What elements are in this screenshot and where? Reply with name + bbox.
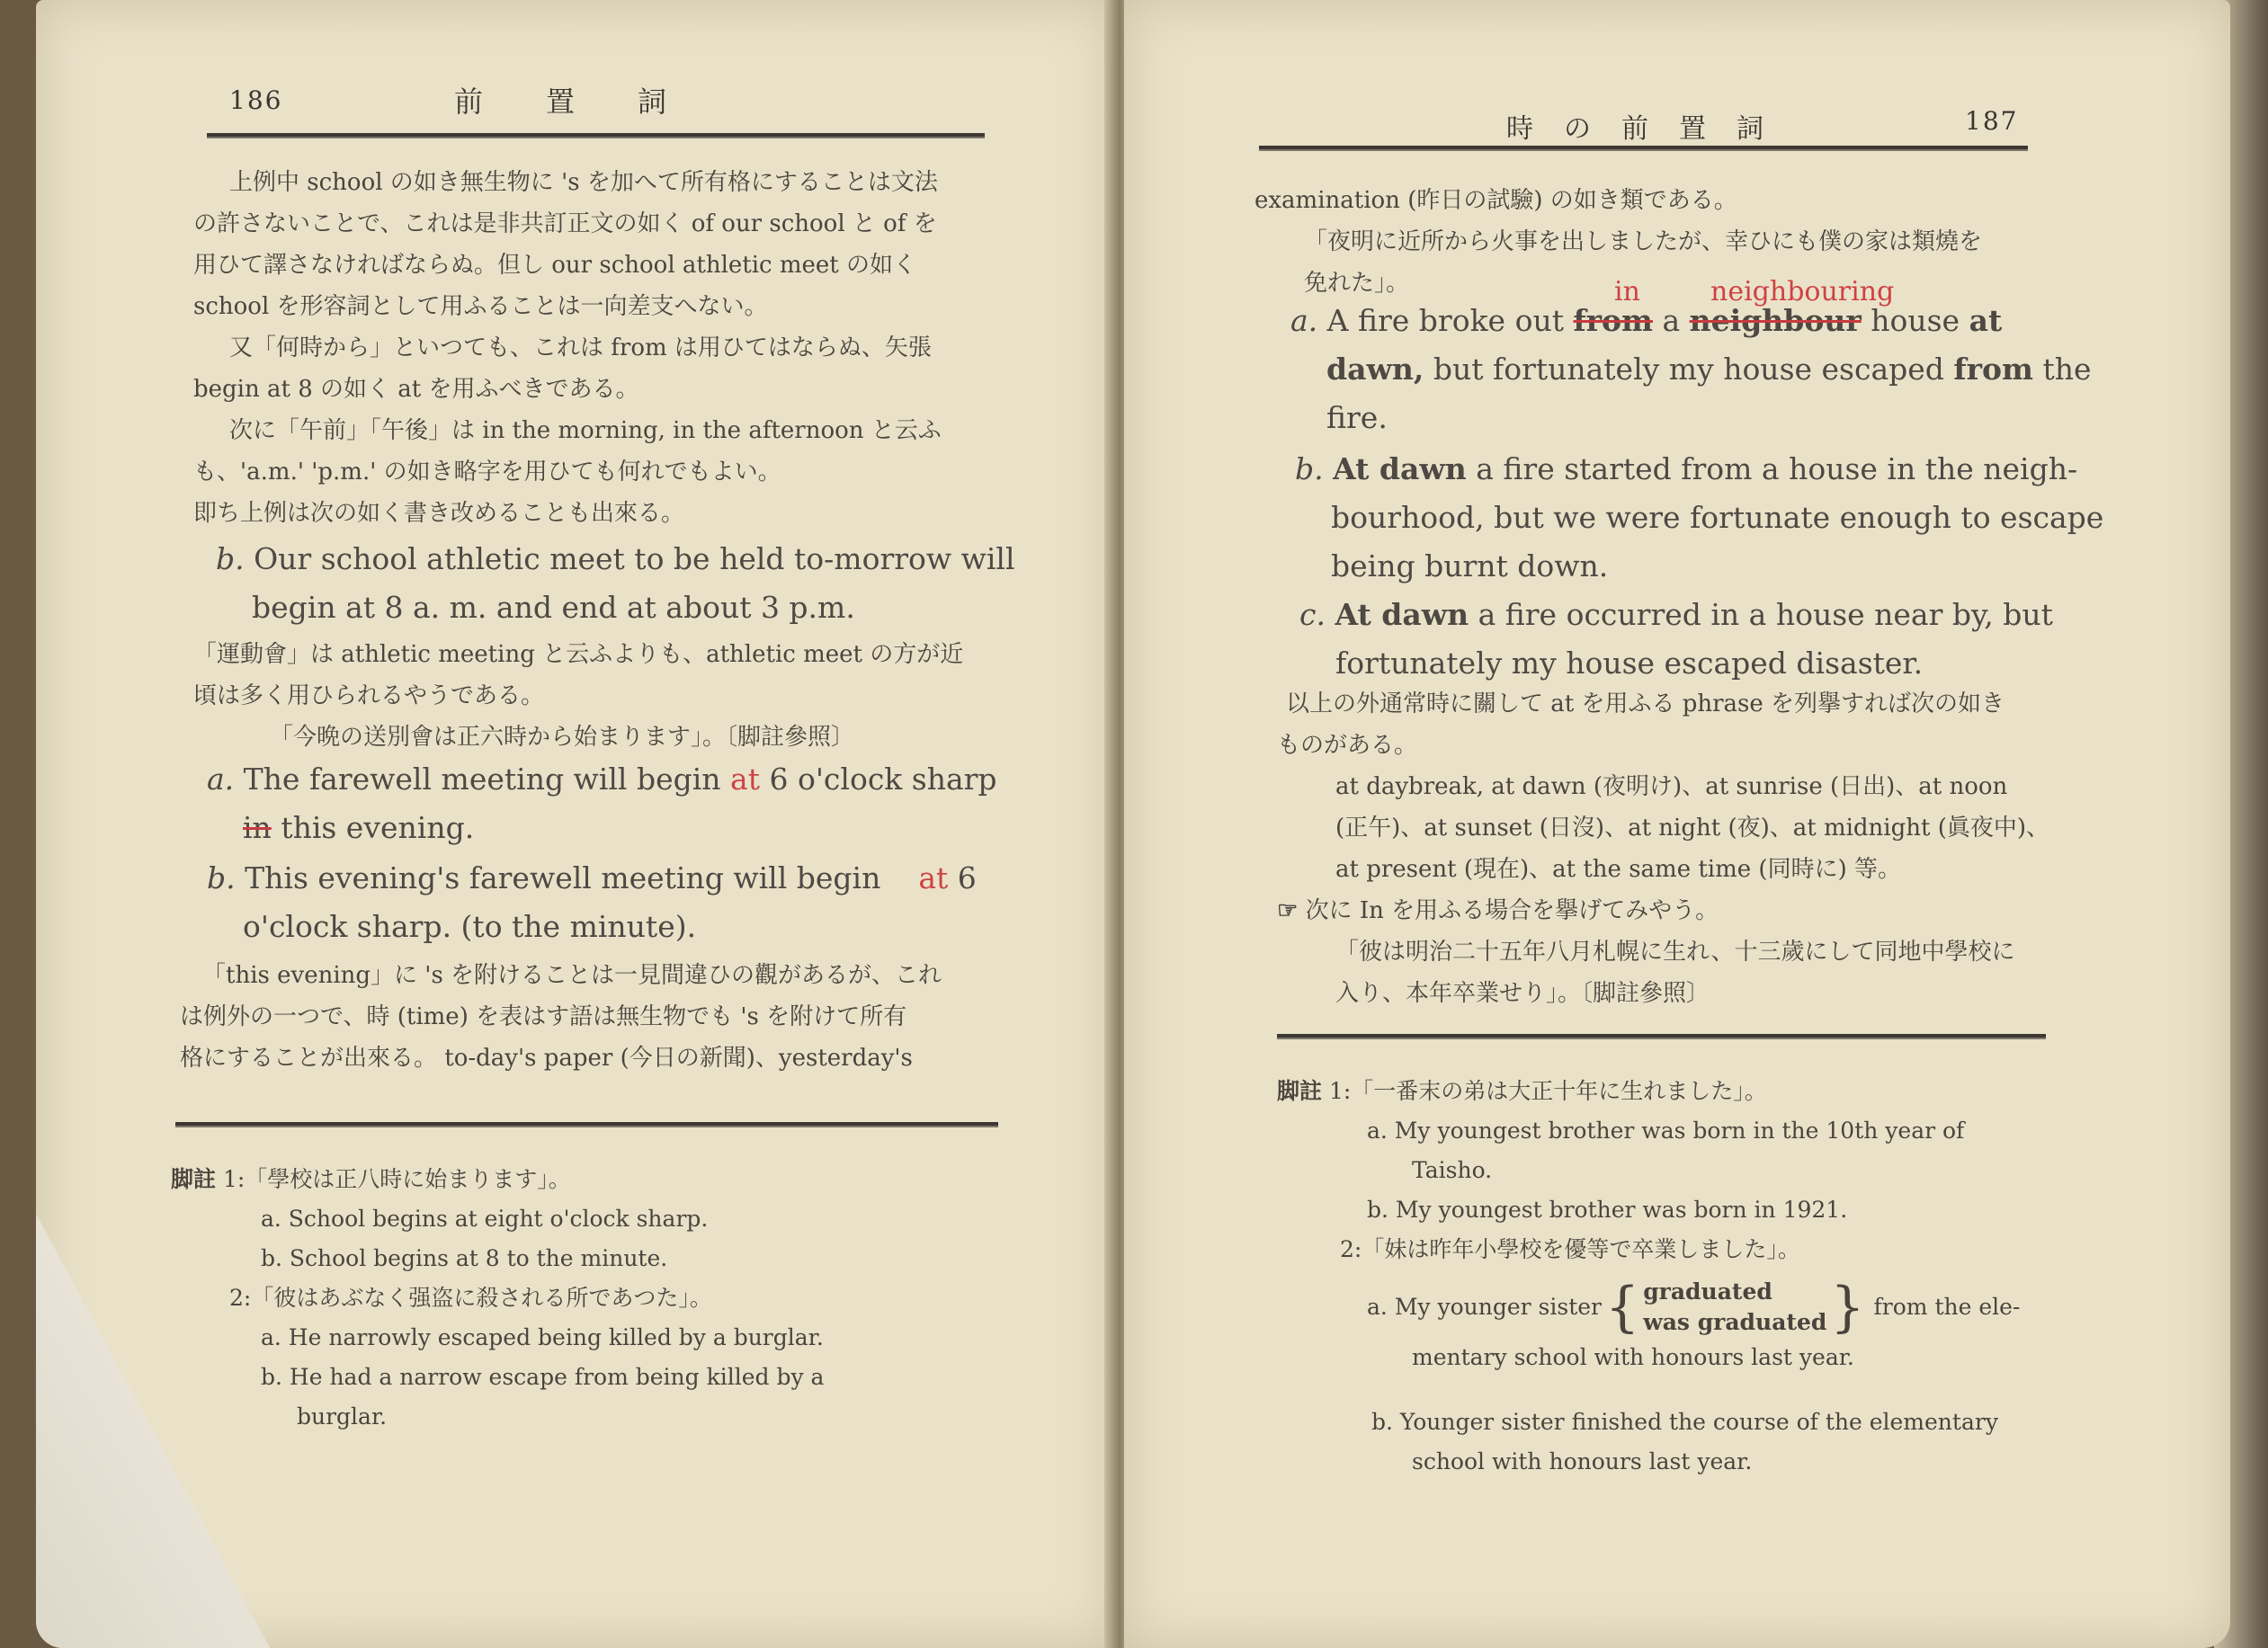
footnote-text: burglar. [297, 1403, 388, 1430]
text-line: 「夜明に近所から火事を出しましたが、幸ひにも僕の家は類燒を [1304, 228, 1983, 255]
example-text: from the ele- [1873, 1294, 2021, 1320]
pointing-hand-icon: ☞ [1277, 897, 1299, 924]
text-line: 格にすることが出來る。 to-day's paper (今日の新聞)、yesterday's [180, 1045, 913, 1072]
handwritten-correction: at [918, 860, 949, 895]
example-text: a fire occurred in a house near by, but [1478, 597, 2053, 632]
struck-word: in [243, 810, 272, 845]
example-text: dawn, [1326, 352, 1424, 387]
header-rule-right [1259, 146, 2028, 151]
text-line: school を形容詞として用ふることは一向差支へない。 [193, 293, 768, 320]
text-line: begin at 8 の如く at を用ふべきである。 [193, 376, 639, 403]
text-line: at present (現在)、at the same time (同時に) 等。 [1335, 856, 1901, 883]
example-text: At dawn [1335, 597, 1469, 632]
example-text: from [1953, 352, 2033, 387]
example-text: 6 [957, 860, 977, 895]
page-number-right: 187 [1965, 106, 2019, 136]
text-line: 「彼は明治二十五年八月札幌に生れ、十三歲にして同地中學校に [1335, 939, 2015, 966]
example-c [1299, 591, 2217, 688]
right-body-text [1277, 683, 2212, 1014]
example-text: My younger sister [1394, 1294, 1603, 1320]
text-line: 次に「午前」「午後」は in the morning, in the afternoon と云ふ [229, 417, 942, 444]
verb-option: graduated [1643, 1278, 1772, 1305]
example-text: 6 o'clock sharp [769, 762, 997, 797]
example-marker: b. [207, 860, 236, 895]
example-text: o'clock sharp. (to the minute). [243, 909, 697, 944]
text-line: 「this evening」に 's を附けることは一見間違ひの觀があるが、これ [202, 962, 942, 989]
left-page [36, 0, 1115, 1648]
right-page [1124, 0, 2230, 1648]
footnote-text: b. School begins at 8 to the minute. [261, 1245, 668, 1271]
text-line: 頃は多く用ひられるやうである。 [193, 682, 545, 709]
example-text: fire. [1326, 400, 1388, 435]
example-b1 [216, 535, 1025, 632]
text-line: (正午)、at sunset (日沒)、at night (夜)、at midnight (眞夜中)、 [1335, 815, 2050, 842]
example-text: begin at 8 a. m. and end at about 3 p.m. [252, 590, 855, 625]
text-line: 免れた」。 [1304, 270, 1410, 297]
example-text: At dawn [1333, 451, 1467, 486]
example-text: Our school athletic meet to be held to-morrow will [254, 541, 1015, 576]
verb-options [1643, 1277, 1826, 1338]
footnote-rule-left [175, 1122, 998, 1127]
footnote-text: b. He had a narrow escape from being killed by a [261, 1364, 825, 1390]
example-b [1295, 445, 2212, 591]
example-text: This evening's farewell meeting will begin [245, 860, 881, 895]
example-marker: a. [1290, 303, 1318, 338]
left-body-text-2 [193, 634, 1021, 758]
text-line: at daybreak, at dawn (夜明け)、at sunrise (日出)、at noon [1335, 773, 2008, 800]
text-line: 即ち上例は次の如く書き改めることも出來る。 [193, 500, 685, 527]
footnote-label: 脚註 [1277, 1078, 1323, 1104]
handwritten-correction: neighbouring [1710, 276, 1895, 307]
example-text: mentary school with honours last year. [1412, 1344, 1854, 1370]
handwritten-correction: in [1614, 276, 1640, 307]
left-body-text-3 [180, 955, 1025, 1079]
example-marker: a. [207, 762, 235, 797]
footnote-text: 1:「學校は正八時に始まります」。 [222, 1166, 571, 1192]
text-line: 又「何時から」といつても、これは from は用ひてはならぬ、矢張 [229, 334, 932, 361]
example-text: this evening. [281, 810, 475, 845]
text-line: ものがある。 [1277, 732, 1418, 759]
text-line: 入り、本年卒業せり」。〔脚註參照〕 [1335, 980, 1710, 1007]
text-line: 以上の外通常時に關して at を用ふる phrase を列擧すれば次の如き [1286, 690, 2005, 717]
footnote-text: 2:「妹は昨年小學校を優等で卒業しました」。 [1340, 1236, 1800, 1262]
text-line: の許さないことで、これは是非共訂正文の如く of our school と of を [193, 210, 937, 237]
example-text: bourhood, but we were fortunate enough to escape [1331, 500, 2104, 535]
page-number-left: 186 [229, 85, 283, 115]
example-text: school with honours last year. [1412, 1448, 1753, 1474]
footnote-text: b. My youngest brother was born in 1921. [1367, 1197, 1848, 1223]
right-brace: } [1830, 1276, 1865, 1339]
example-text: at [1969, 303, 2003, 338]
running-header-right: 時 の 前 置 詞 [1506, 113, 1765, 145]
example-text: fortunately my house escaped disaster. [1335, 646, 1924, 681]
struck-word: neighbour [1689, 303, 1862, 338]
example-marker: a. [1367, 1294, 1388, 1320]
right-footnotes [1277, 1072, 2221, 1269]
example-text: The farewell meeting will begin [243, 762, 721, 797]
example-marker: b. [1295, 451, 1324, 486]
example-text: house [1871, 303, 1960, 338]
example-a [1290, 297, 2208, 442]
footnote-text: a. My youngest brother was born in the 10th year of [1367, 1118, 1965, 1144]
text-line: examination (昨日の試驗) の如き類である。 [1255, 187, 1737, 214]
example-text: a [1662, 303, 1681, 338]
example-text: but fortunately my house escaped [1433, 352, 1944, 387]
example-a2 [207, 755, 1034, 852]
text-line: 次に In を用ふる場合を擧げてみやう。 [1305, 897, 1719, 924]
example-text: being burnt down. [1331, 548, 1609, 583]
example-marker: b. [216, 541, 245, 576]
struck-word: from [1573, 303, 1653, 338]
footnote-text: 1:「一番末の弟は大正十年に生れました」。 [1328, 1078, 1767, 1104]
example-text: b. Younger sister finished the course of the elementary [1371, 1409, 1998, 1435]
example-b2 [207, 854, 1034, 951]
text-line: は例外の一つで、時 (time) を表はす語は無生物でも 's を附けて所有 [180, 1003, 907, 1030]
example-text: A fire broke out [1326, 303, 1564, 338]
footnote-text: a. School begins at eight o'clock sharp. [261, 1206, 709, 1232]
footnote-text: a. He narrowly escaped being killed by a burglar. [261, 1324, 824, 1350]
verb-option: was graduated [1643, 1309, 1827, 1335]
example-marker: c. [1299, 597, 1326, 632]
text-line: 用ひて譯さなければならぬ。但し our school athletic meet の如く [193, 252, 917, 279]
left-brace: { [1605, 1276, 1640, 1339]
text-line: 「運動會」は athletic meeting と云ふよりも、athletic meet の方が近 [193, 641, 964, 668]
footnote-rule-right [1277, 1034, 2046, 1039]
left-body-text [193, 162, 1021, 534]
text-line: 「今晩の送別會は正六時から始まります」。〔脚註參照〕 [270, 724, 855, 751]
text-line: も、'a.m.' 'p.m.' の如き略字を用ひても何れでもよい。 [193, 459, 781, 485]
example-text: the [2042, 352, 2092, 387]
handwritten-correction: at [730, 762, 760, 797]
footnote-2b [1371, 1403, 2230, 1482]
example-text: a fire started from a house in the neigh- [1476, 451, 2078, 486]
footnote-text: 2:「彼はあぶなく强盗に殺される所であつた」。 [229, 1285, 712, 1311]
footnote-label: 脚註 [171, 1166, 217, 1192]
footnote-text: Taisho. [1412, 1157, 1493, 1183]
text-line: 上例中 school の如き無生物に 's を加へて所有格にすることは文法 [229, 169, 938, 196]
running-header-left: 前 置 詞 [454, 85, 669, 119]
left-footnotes [171, 1160, 1016, 1437]
footnote-2a [1367, 1277, 2230, 1377]
header-rule-left [207, 133, 985, 138]
